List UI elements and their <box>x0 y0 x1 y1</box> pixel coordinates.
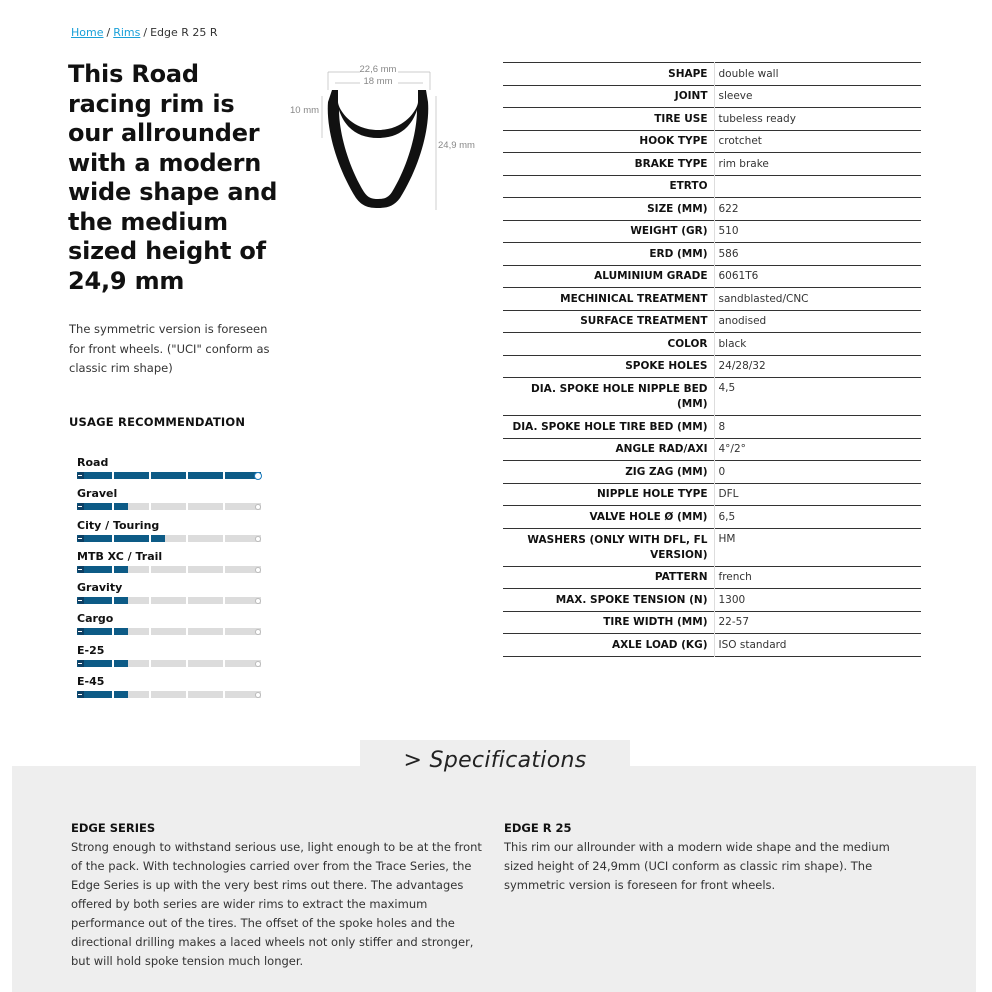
spec-row <box>503 611 921 634</box>
specifications-tab[interactable]: > Specifications <box>360 740 630 780</box>
spec-value: DFL <box>718 488 739 501</box>
spec-value: ISO standard <box>718 638 787 651</box>
rim-profile-shape <box>328 90 429 208</box>
spec-row <box>503 634 921 657</box>
spec-row <box>503 483 921 506</box>
rim-height-label: 24,9 mm <box>438 140 475 151</box>
page-title: This Road racing rim is our allrounder with a modern wide shape and the medium sized height of 24,9 mm <box>68 60 278 295</box>
spec-value: rim brake <box>718 157 769 170</box>
spec-key: AXLE LOAD (KG) <box>503 634 714 657</box>
spec-value: 6061T6 <box>718 270 759 283</box>
edge-r25-text: This rim our allrounder with a modern wide shape and the medium sized height of 24,9mm (UCI conform as classic rim shape). The symmetric version is foreseen for front wheels. <box>504 840 890 892</box>
spec-value: sleeve <box>718 90 753 103</box>
outer-width-label: 22,6 mm <box>359 64 397 75</box>
usage-row <box>77 644 261 675</box>
spec-key: WEIGHT (GR) <box>503 220 714 243</box>
spec-row <box>503 153 921 176</box>
spec-key: MECHINICAL TREATMENT <box>503 288 714 311</box>
usage-bar-segment <box>114 660 149 667</box>
spec-value: french <box>718 571 752 584</box>
spec-row <box>503 438 921 461</box>
edge-series-text: Strong enough to withstand serious use, light enough to be at the front of the pack. With technologies carried over from the Trace Series, the Edge Series is up with the very best rims out there. The advantages offered by both series are wider rims to extract the maximum performance out of the tires. The offset of the spoke holes and the directional drilling makes a laced wheels not only stiffer and stronger, but will hold spoke tension much longer. <box>71 840 482 968</box>
spec-row <box>503 265 921 288</box>
spec-value: black <box>718 337 747 350</box>
usage-bar-segment <box>114 691 149 698</box>
usage-level-bar <box>77 566 261 573</box>
minus-icon <box>78 569 82 570</box>
end-dot-icon <box>255 536 261 542</box>
spec-value: HM <box>718 532 736 545</box>
breadcrumb-separator: / <box>143 26 148 39</box>
spec-value: 22-57 <box>718 616 750 629</box>
spec-key: PATTERN <box>503 566 714 589</box>
spec-row <box>503 310 921 333</box>
breadcrumb-rims-link[interactable]: Rims <box>113 26 141 39</box>
usage-label: E-45 <box>77 675 105 689</box>
minus-icon <box>78 600 82 601</box>
spec-row <box>503 130 921 153</box>
spec-key: DIA. SPOKE HOLE TIRE BED (MM) <box>503 416 714 439</box>
usage-level-bar <box>77 628 261 635</box>
usage-label: MTB XC / Trail <box>77 549 163 563</box>
usage-label: Gravity <box>77 581 123 595</box>
usage-bar-segment <box>114 597 149 604</box>
minus-icon <box>78 506 82 507</box>
spec-key: ALUMINIUM GRADE <box>503 265 714 288</box>
breadcrumb <box>71 26 218 39</box>
spec-row <box>503 63 921 86</box>
spec-row <box>503 220 921 243</box>
spec-value: anodised <box>718 315 767 328</box>
spec-key: TIRE WIDTH (MM) <box>503 611 714 634</box>
usage-row <box>77 456 261 487</box>
minus-icon <box>78 663 82 664</box>
spec-value: 1300 <box>718 593 746 606</box>
spec-row <box>503 416 921 439</box>
spec-key: HOOK TYPE <box>503 130 714 153</box>
usage-level-bar <box>77 597 261 604</box>
usage-bar-segment <box>188 660 223 667</box>
usage-bar-segment <box>151 535 186 542</box>
spec-row <box>503 355 921 378</box>
spec-value: 24/28/32 <box>718 360 766 373</box>
spec-value: 622 <box>718 202 739 215</box>
spec-key: SHAPE <box>503 63 714 86</box>
usage-row <box>77 487 261 518</box>
usage-label: E-25 <box>77 643 105 657</box>
spec-key: SPOKE HOLES <box>503 355 714 378</box>
usage-row <box>77 550 261 581</box>
usage-bar-segment <box>188 535 223 542</box>
usage-row <box>77 675 261 706</box>
spec-key: VALVE HOLE Ø (MM) <box>503 506 714 529</box>
usage-bar-segment <box>188 691 223 698</box>
minus-icon <box>78 694 82 695</box>
spec-value: tubeless ready <box>718 112 796 125</box>
inner-width-label: 18 mm <box>363 76 393 87</box>
spec-row <box>503 566 921 589</box>
usage-bar-segment <box>188 628 223 635</box>
spec-row <box>503 378 921 416</box>
spec-value: 0 <box>718 465 726 478</box>
edge-r25-section <box>504 821 904 895</box>
end-dot-icon <box>255 661 261 667</box>
usage-label: Cargo <box>77 612 114 626</box>
edge-series-title: EDGE SERIES <box>71 821 156 835</box>
spec-row <box>503 288 921 311</box>
spec-key: ERD (MM) <box>503 243 714 266</box>
spec-key: JOINT <box>503 85 714 108</box>
spec-value <box>714 175 921 198</box>
spec-value: 586 <box>718 247 739 260</box>
spec-key: ZIG ZAG (MM) <box>503 461 714 484</box>
plus-icon <box>255 473 261 479</box>
spec-value: 4,5 <box>718 382 736 394</box>
usage-bar-segment <box>151 472 186 479</box>
usage-bar-segment <box>114 628 149 635</box>
usage-bar-segment <box>114 503 149 510</box>
usage-list <box>77 456 261 706</box>
spec-value: 510 <box>718 225 739 238</box>
usage-level-bar <box>77 535 261 542</box>
rim-profile-svg <box>288 58 488 218</box>
usage-bar-segment <box>114 472 149 479</box>
end-dot-icon <box>255 567 261 573</box>
usage-label: Road <box>77 456 109 469</box>
spec-key: ANGLE RAD/AXI <box>503 438 714 461</box>
usage-bar-segment <box>188 566 223 573</box>
usage-bar-segment <box>188 597 223 604</box>
usage-bar-segment <box>188 472 223 479</box>
spec-table <box>503 62 921 657</box>
spec-value: 4°/2° <box>718 443 746 456</box>
usage-level-bar <box>77 503 261 510</box>
usage-bar-segment <box>151 660 186 667</box>
spec-row <box>503 461 921 484</box>
usage-level-bar <box>77 691 261 698</box>
spec-row <box>503 506 921 529</box>
spec-row <box>503 589 921 612</box>
usage-bar-segment <box>114 535 149 542</box>
usage-label: Gravel <box>77 487 118 501</box>
spec-row <box>503 85 921 108</box>
spec-value: crotchet <box>718 135 762 148</box>
breadcrumb-separator: / <box>106 26 111 39</box>
spec-key: ETRTO <box>503 175 714 198</box>
minus-icon <box>78 538 82 539</box>
usage-bar-segment <box>188 503 223 510</box>
spec-key: DIA. SPOKE HOLE NIPPLE BED (MM) <box>503 378 714 416</box>
spec-key: NIPPLE HOLE TYPE <box>503 483 714 506</box>
usage-label: City / Touring <box>77 518 160 532</box>
usage-level-bar <box>77 660 261 667</box>
spec-row <box>503 108 921 131</box>
spec-row <box>503 198 921 221</box>
spec-row <box>503 175 921 198</box>
usage-bar-segment <box>114 566 149 573</box>
usage-bar-segment <box>151 628 186 635</box>
usage-bar-segment <box>151 566 186 573</box>
spec-key: SIZE (MM) <box>503 198 714 221</box>
minus-icon <box>78 475 82 476</box>
usage-row <box>77 581 261 612</box>
spec-row <box>503 528 921 566</box>
spec-key: MAX. SPOKE TENSION (N) <box>503 589 714 612</box>
usage-title: USAGE RECOMMENDATION <box>69 415 246 429</box>
breadcrumb-current: Edge R 25 R <box>150 26 218 39</box>
spec-key: WASHERS (ONLY WITH DFL, FL VERSION) <box>503 528 714 566</box>
usage-bar-segment <box>151 503 186 510</box>
intro-text: The symmetric version is foreseen for front wheels. ("UCI" conform as classic rim shape) <box>69 322 270 375</box>
usage-row <box>77 612 261 643</box>
usage-row <box>77 519 261 550</box>
spec-key: SURFACE TREATMENT <box>503 310 714 333</box>
usage-level-bar <box>77 472 261 479</box>
edge-r25-title: EDGE R 25 <box>504 821 572 835</box>
spec-value: sandblasted/CNC <box>718 292 809 305</box>
edge-series-section <box>71 821 491 971</box>
usage-bar-segment <box>151 691 186 698</box>
spec-key: BRAKE TYPE <box>503 153 714 176</box>
spec-row <box>503 333 921 356</box>
spec-key: COLOR <box>503 333 714 356</box>
spec-value: 6,5 <box>718 510 736 523</box>
usage-bar-segment <box>151 597 186 604</box>
spec-value: double wall <box>718 67 779 80</box>
spec-row <box>503 243 921 266</box>
spec-value: 8 <box>718 420 726 433</box>
minus-icon <box>78 631 82 632</box>
breadcrumb-home-link[interactable]: Home <box>71 26 104 39</box>
rim-profile-diagram <box>288 58 488 218</box>
spec-key: TIRE USE <box>503 108 714 131</box>
hook-height-label: 10 mm <box>290 105 320 116</box>
